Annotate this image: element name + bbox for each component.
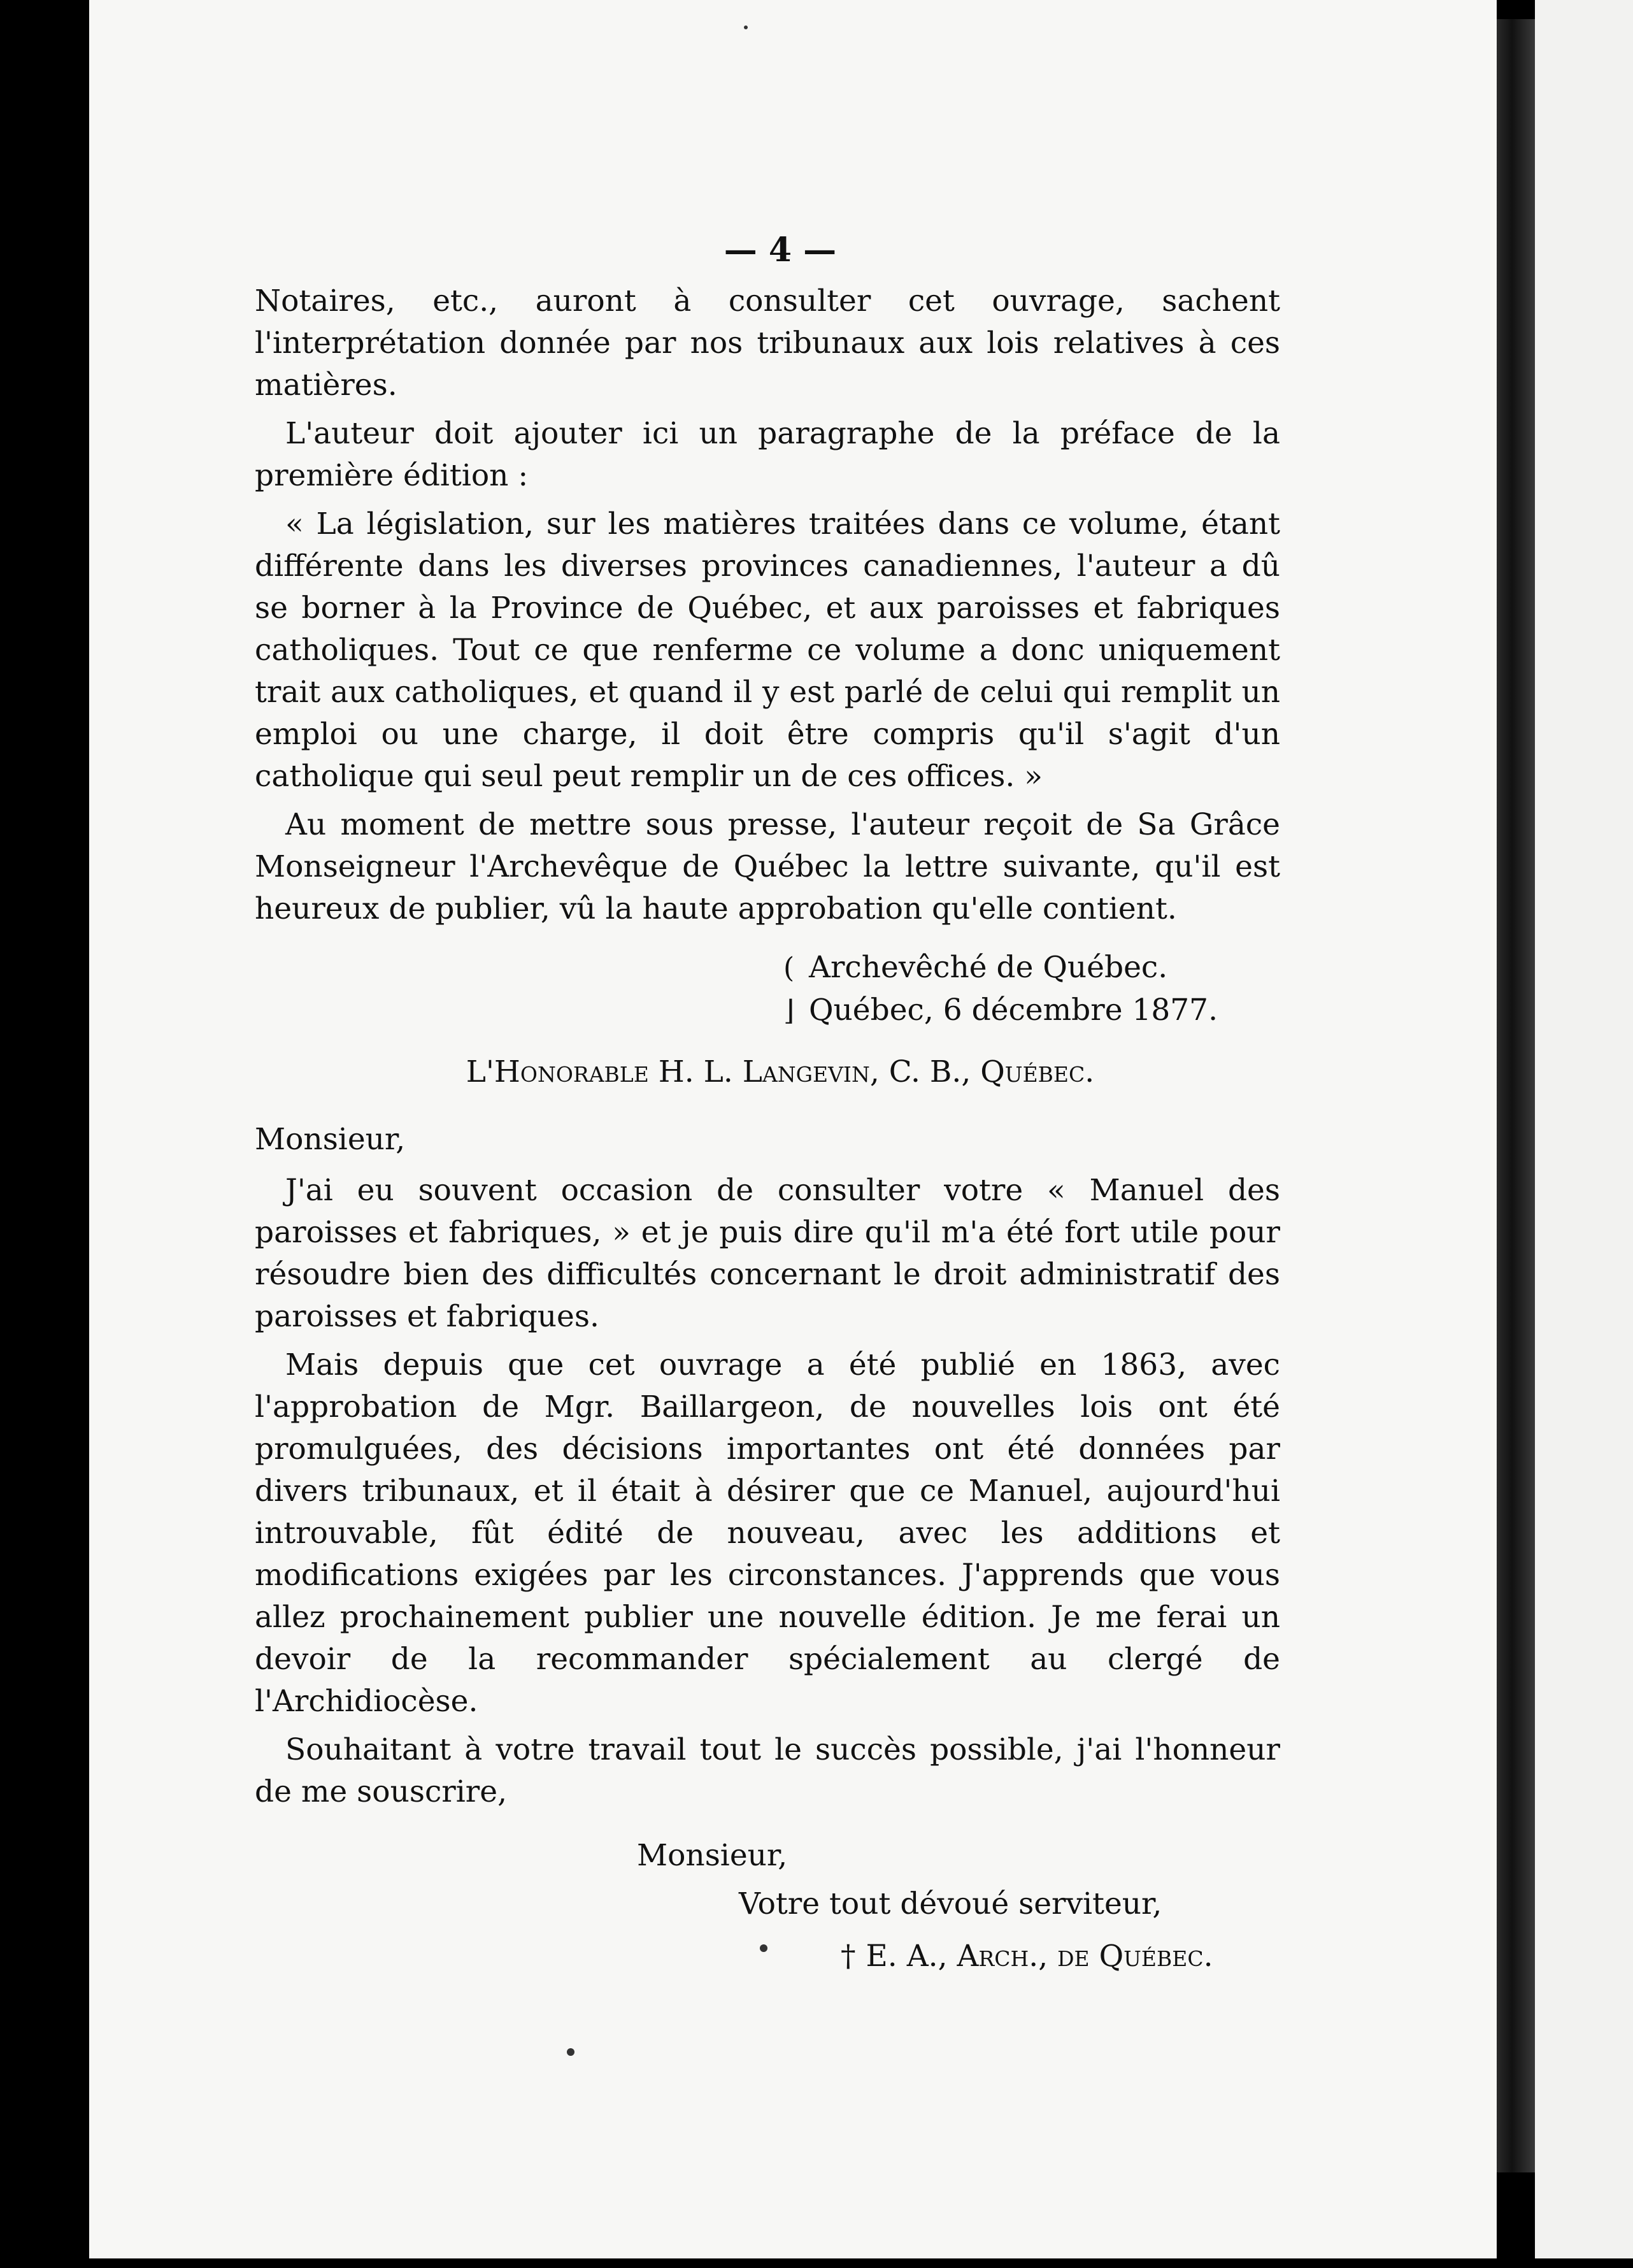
- closing-phrase: Votre tout dévoué serviteur,: [739, 1886, 1162, 1921]
- letter-addressee: L'Honorable H. L. Langevin, C. B., Québec.: [466, 1054, 1095, 1089]
- letter-dateline: [255, 947, 1280, 1032]
- letter-paragraph-2: Mais depuis que cet ouvrage a été publié en 1863, avec l'approbation de Mgr. Baillargeon, de nouvelles lois ont été promulguées, des décisions importantes ont été données par divers tribunaux, et il était à désirer que ce Manuel, aujourd'hui introuvable, fût édité de nouveau, avec les additions et modifications exigées par les circonstances. J'apprends que vous allez prochainement publier une nouvelle édition. Je me ferai un devoir de la recommander spécialement au clergé de l'Archidiocèse.: [255, 1347, 1280, 1719]
- paragraph-2: L'auteur doit ajouter ici un paragraphe de la préface de la première édition :: [255, 416, 1280, 493]
- brace-bottom: ⌋: [783, 994, 795, 1027]
- letter-paragraph-3: Souhaitant à votre travail tout le succès possible, j'ai l'honneur de me souscrire,: [255, 1732, 1280, 1809]
- quotation-paragraph: « La législation, sur les matières traitées dans ce volume, étant différente dans les diverses provinces canadiennes, l'auteur a dû se borner à la Province de Québec, et aux paroisses et fabriques catholiques. Tout ce que renferme ce volume a donc uniquement trait aux catholiques, et quand il y est parlé de celui qui remplit un emploi ou une charge, il doit être compris qu'il s'agit d'un catholique qui seul peut remplir un de ces offices. »: [255, 506, 1280, 794]
- cross-icon: †: [841, 1939, 856, 1974]
- paragraph-4: Au moment de mettre sous presse, l'auteur reçoit de Sa Grâce Monseigneur l'Archevêque de Québec la lettre suivante, qu'il est heureux de publier, vû la haute approbation qu'elle contient.: [255, 807, 1280, 926]
- dateline-place: Archevêché de Québec.: [809, 950, 1168, 985]
- letter-salutation: Monsieur,: [255, 1122, 406, 1157]
- closing-salutation: Monsieur,: [637, 1838, 788, 1873]
- letter-signature: [255, 1935, 1280, 1977]
- book-spine: [1497, 19, 1535, 2172]
- dateline-date: Québec, 6 décembre 1877.: [809, 993, 1218, 1028]
- signature-text: E. A., Arch., de Québec.: [866, 1939, 1213, 1974]
- brace-top: (: [783, 952, 795, 984]
- ink-speck: [744, 25, 748, 29]
- letter-paragraph-1: J'ai eu souvent occasion de consulter votre « Manuel des paroisses et fabriques, » et je puis dire qu'il m'a été fort utile pour résoudre bien des difficultés concernant le droit administratif des paroisses et fabriques.: [255, 1173, 1280, 1334]
- ink-speck: [567, 2048, 574, 2056]
- paragraph-1: Notaires, etc., auront à consulter cet ouvrage, sachent l'interprétation donnée par nos tribunaux aux lois relatives à ces matières.: [255, 284, 1280, 403]
- page-edge: [1535, 0, 1633, 2258]
- page-text: [255, 229, 1280, 1977]
- ink-speck: [760, 1944, 767, 1952]
- page-number: — 4 —: [724, 231, 837, 269]
